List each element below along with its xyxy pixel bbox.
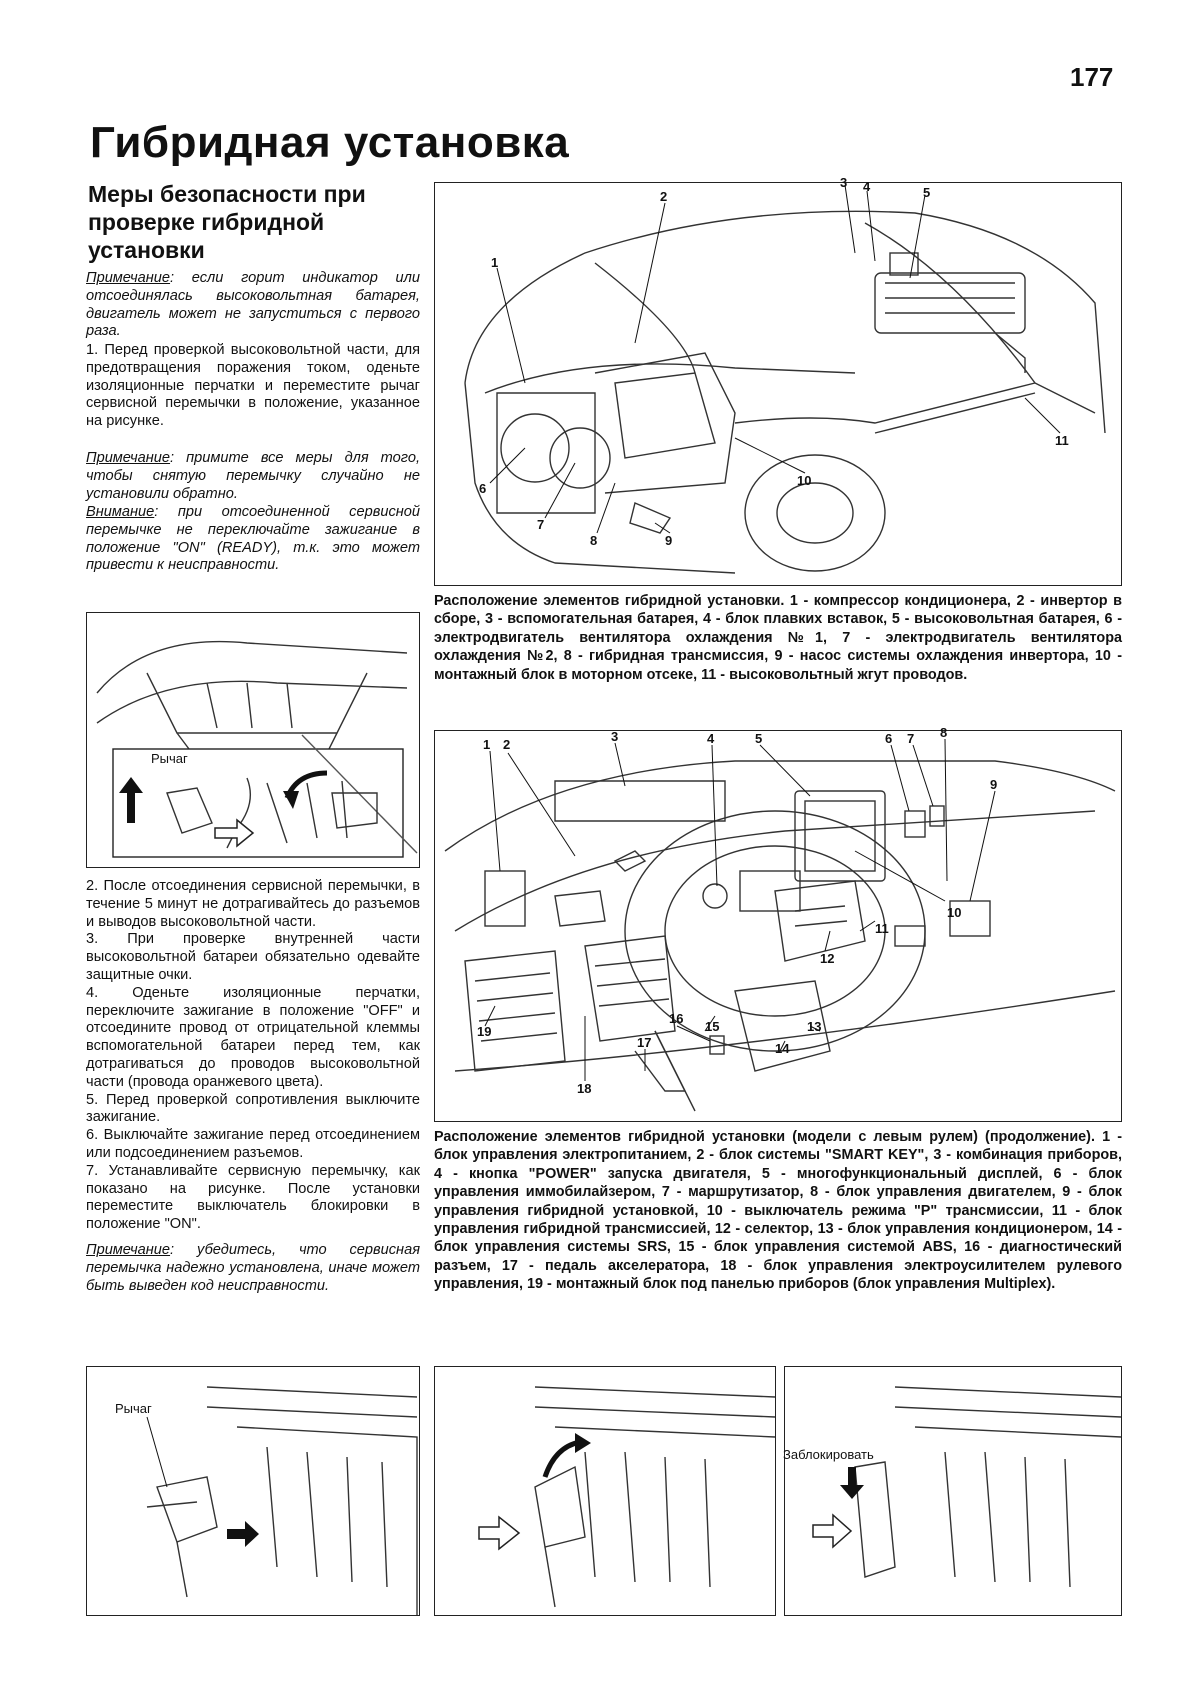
note-3-label: Примечание [86, 1242, 171, 1258]
callout-2: 2 [660, 189, 668, 204]
warning [86, 504, 420, 575]
note-1 [86, 270, 420, 341]
figure-hybrid-car-components [434, 175, 1122, 586]
callout-10: 10 [947, 905, 962, 920]
lever-left-drawing [87, 1367, 419, 1615]
page-number: 177 [1070, 62, 1114, 92]
callout-8: 8 [590, 533, 598, 548]
callout-1: 1 [491, 255, 499, 270]
callout-5: 5 [923, 185, 931, 200]
callout-7: 7 [907, 731, 915, 746]
callout-1: 1 [483, 737, 491, 752]
callout-2: 2 [503, 737, 511, 752]
callout-4: 4 [863, 179, 871, 194]
hybrid-car-drawing [435, 175, 1121, 585]
note-1-text: : если горит индикатор или отсоединялась высоковольтная батарея, двигатель может не запуститься с первого раза. [86, 270, 420, 340]
callout-11: 11 [875, 921, 889, 936]
callout-14: 14 [775, 1041, 790, 1056]
callout-5: 5 [755, 731, 763, 746]
lock-label: Заблокировать [783, 1447, 874, 1462]
note-3-text: : убедитесь, что сервисная перемычка надежно установлена, иначе может быть выведен код неисправности. [86, 1242, 420, 1294]
chapter-title: Гибридная установка [90, 118, 570, 167]
lever-label-bottom: Рычаг [115, 1401, 152, 1416]
callout-19: 19 [477, 1024, 492, 1039]
figure-lock [784, 1366, 1122, 1616]
figure-lever-middle [434, 1366, 776, 1616]
rotate-arrow-icon [545, 1442, 580, 1477]
callout-7: 7 [537, 517, 545, 532]
callout-18: 18 [577, 1081, 592, 1096]
warning-label: Внимание [86, 504, 155, 520]
figure-service-plug-removal [86, 612, 420, 868]
section-title: Меры безопасности при проверке гибридной установки [88, 181, 366, 263]
callout-6: 6 [885, 731, 893, 746]
lock-drawing [785, 1367, 1121, 1615]
rotate-arrow-head-icon [575, 1433, 591, 1453]
note-3 [86, 1242, 420, 1295]
callout-10: 10 [797, 473, 812, 488]
callout-3: 3 [840, 175, 848, 190]
note-2-text: : примите все меры для того, чтобы снятую перемычку случайно не установили обратно. [86, 450, 420, 502]
arrow-down-icon [840, 1467, 864, 1499]
callout-12: 12 [820, 951, 835, 966]
callout-13: 13 [807, 1019, 822, 1034]
note-2 [86, 450, 420, 503]
callout-9: 9 [990, 777, 998, 792]
callout-6: 6 [479, 481, 487, 496]
callout-15: 15 [705, 1019, 720, 1034]
caption-dashboard: Расположение элементов гибридной установки (модели с левым рулем) (продолжение). 1 - блок управления электропитанием, 2 - блок системы "SMART KEY", 3 - комбинация приборов, 4 - кнопка "POWER" запуска двигателя, 5 - многофункциональный дисплей, 6 - блок управления иммобилайзером, 7 - маршрутизатор, 8 - блок управления двигателем, 9 - блок управления гибридной установкой, 10 - выключатель режима "P" трансмиссии, 11 - блок управления гибридной трансмиссией, 12 - селектор, 13 - блок управления кондиционером, 14 - блок управления системы SRS, 15 - блок управления системой ABS, 16 - диагностический разъем, 17 - педаль акселератора, 18 - блок управления электроусилителем рулевого управления, 19 - монтажный блок под панелью приборов (блок управления Multiplex). [434, 1129, 1122, 1293]
service-plug-removal-drawing [87, 613, 419, 867]
callout-17: 17 [637, 1035, 652, 1050]
arrow-right-icon [479, 1517, 519, 1549]
figure-dashboard-components [434, 725, 1122, 1122]
callout-3: 3 [611, 729, 619, 744]
callout-9: 9 [665, 533, 673, 548]
steps-2-7-text: 2. После отсоединения сервисной перемычки, в течение 5 минут не дотрагивайтесь до разъемов и выводов высоковольтной части. 3. При проверке внутренней части высоковольтной батареи обязательно одевайте защитные очки. 4. Оденьте изоляционные перчатки, переключите зажигание в положение "OFF" и отсоедините провод от отрицательной клеммы вспомогательной батареи перед тем, как дотрагиваться до проводов высоковольтной части (провода оранжевого цвета). 5. Перед проверкой сопротивления выключите зажигание. 6. Выключайте зажигание перед отсоединением или подсоединением разъемов. 7. Устанавливайте сервисную перемычку, как показано на рисунке. После установки переместите выключатель блокировки в положение "ON". [86, 878, 420, 1233]
note-1-label: Примечание [86, 270, 171, 286]
lever-middle-drawing [435, 1367, 775, 1615]
figure-lever-left [86, 1366, 420, 1616]
caption-hybrid-car: Расположение элементов гибридной установки. 1 - компрессор кондиционера, 2 - инвертор в сборе, 3 - вспомогательная батарея, 4 - блок плавких вставок, 5 - высоковольтная батарея, 6 - электродвигатель вентилятора охлаждения №1, 7 - электродвигатель вентилятора охлаждения №2, 8 - гибридная трансмиссия, 9 - насос системы охлаждения инвертора, 10 - монтажный блок в моторном отсеке, 11 - высоковольтный жгут проводов. [434, 593, 1122, 683]
warning-text: : при отсоединенной сервисной перемычке не переключайте зажигание в положение "ON" (READY), т.к. это может привести к неисправности. [86, 504, 420, 574]
callout-11: 11 [1055, 433, 1069, 448]
lever-label: Рычаг [151, 751, 188, 766]
steps-2-7 [86, 878, 420, 1234]
arrow-right-icon [813, 1515, 851, 1547]
callout-16: 16 [669, 1011, 684, 1026]
arrow-right-icon [227, 1521, 259, 1547]
step-1: 1. Перед проверкой высоковольтной части, для предотвращения поражения током, оденьте изоляционные перчатки и переместите рычаг сервисной перемычки в положение, указанное на рисунке. [86, 342, 420, 430]
note-2-label: Примечание [86, 450, 171, 466]
callout-8: 8 [940, 725, 948, 740]
callout-4: 4 [707, 731, 715, 746]
dashboard-drawing [435, 725, 1121, 1121]
